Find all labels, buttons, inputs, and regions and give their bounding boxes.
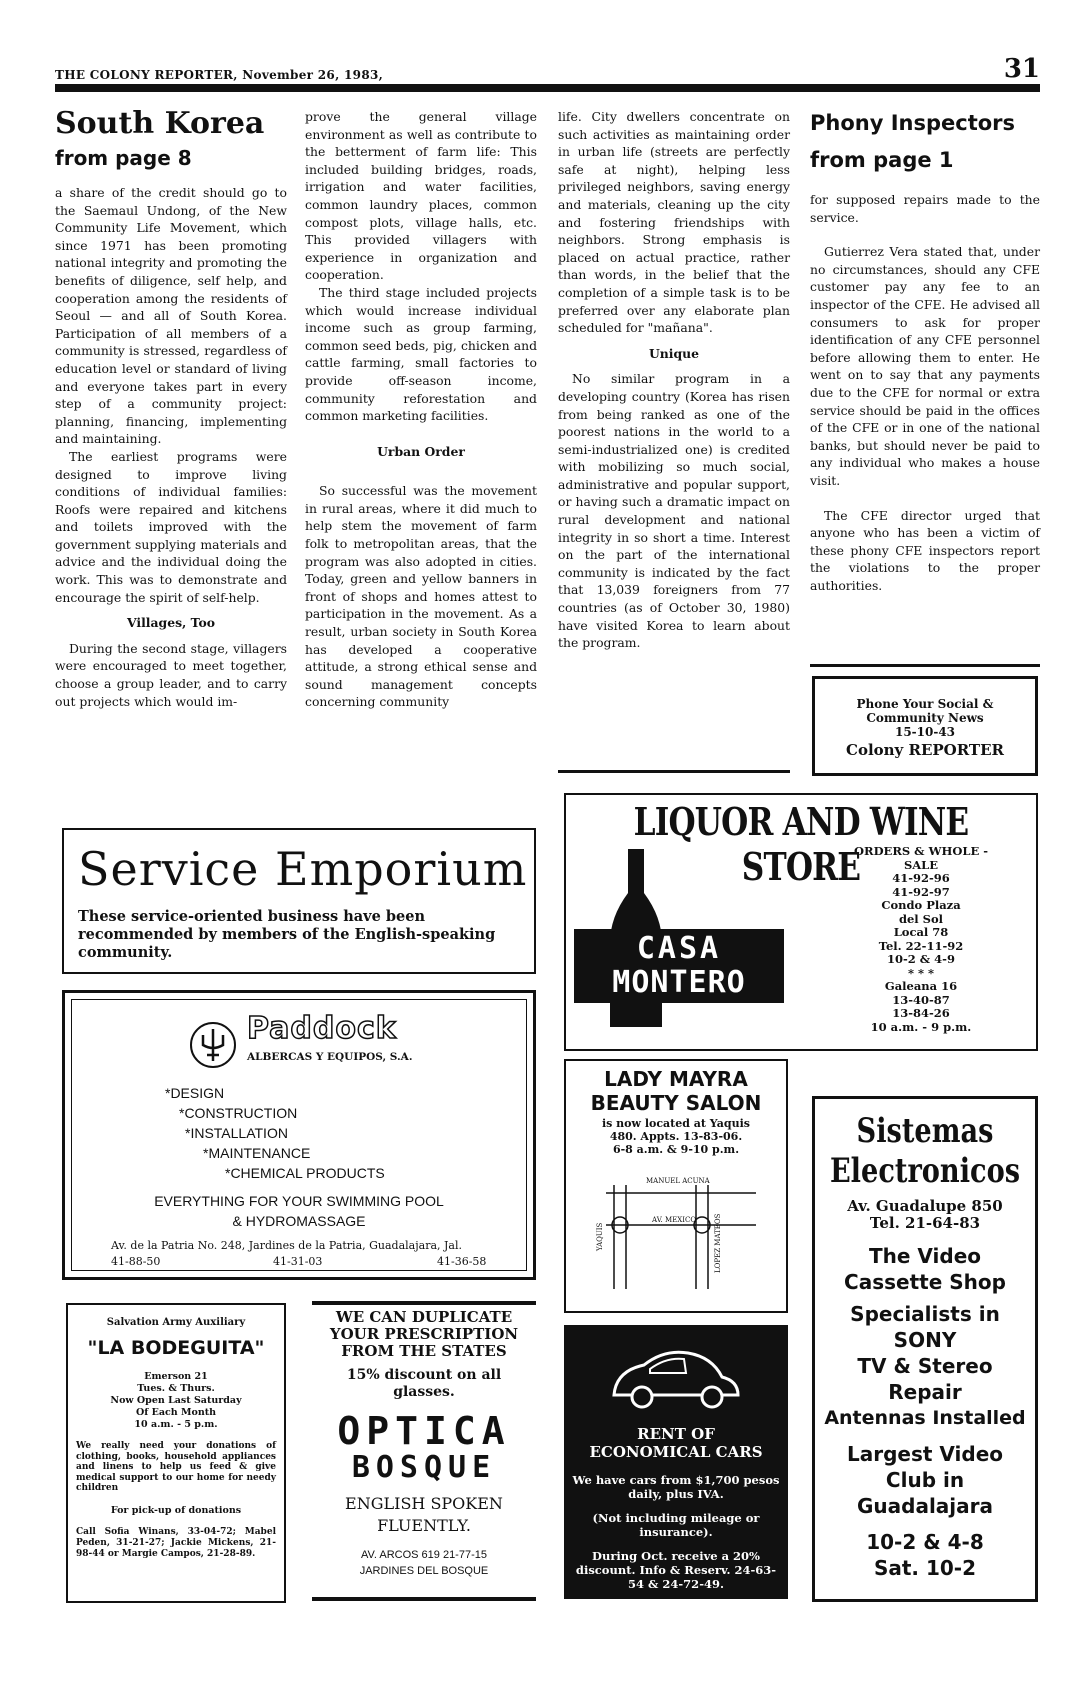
south-korea-column-2	[305, 108, 537, 711]
phony-title: Phony Inspectors	[810, 111, 1016, 135]
liquor-title: LIQUOR AND WINE STORE	[633, 799, 969, 889]
map-label: YAQUIS	[596, 1222, 604, 1251]
bodeguita-line: Tues. & Thurs.	[137, 1383, 215, 1394]
phone-news-box	[812, 676, 1038, 776]
lady-mayra-ad	[564, 1059, 788, 1313]
liquor-line: 41-92-97	[892, 884, 950, 899]
phony-subtitle: from page 1	[810, 148, 954, 172]
bosque-brand: BOSQUE	[351, 1450, 497, 1485]
optica-headline-line: FROM THE STATES	[341, 1342, 507, 1360]
paddock-tagline-line: EVERYTHING FOR YOUR SWIMMING POOL	[154, 1193, 444, 1209]
bodeguita-line: Of Each Month	[135, 1407, 217, 1418]
article-paragraph: life. City dwellers concentrate on such activities as maintaining order in urban life (streets are perfectly safe at night), helping less privileged neighbors, saving energy and materials, cleaning up the city and fostering friendships with neighbors. Strong emphasis is placed on actual practice, rather than words, in the belief that the completion of a simple task is to be preferred over any elaborate plan scheduled for "mañana".	[558, 109, 790, 336]
liquor-line: SALE	[903, 857, 939, 872]
optica-headline-line: YOUR PRESCRIPTION	[329, 1325, 519, 1343]
sistemas-line: 10-2 & 4-8	[866, 1530, 984, 1554]
subhead-unique: Unique	[648, 345, 700, 361]
lady-mayra-line: 6-8 a.m. & 9-10 p.m.	[612, 1143, 740, 1156]
paddock-phone: 41-36-58	[437, 1255, 487, 1268]
article-paragraph: So successful was the movement in rural areas, where it did much to help stem the movement of farm folk to metropolitan areas, that the program was also adopted in cities. Today, green and yellow banners in front of shops and homes attest to participation in the movement. As a result, urban society in South Korea has developed a cooperative attitude, a strong ethical sense and sound management concepts concerning community	[305, 483, 537, 710]
paddock-phone: 41-31-03	[273, 1255, 323, 1268]
south-korea-header	[55, 106, 280, 174]
liquor-line: 10-2 & 4-9	[887, 952, 955, 966]
liquor-line: del Sol	[898, 911, 944, 926]
sistemas-services	[809, 1243, 1041, 1581]
bodeguita-pickup: For pick-up of donations	[110, 1505, 242, 1516]
optica-english-line: FLUENTLY.	[377, 1516, 471, 1535]
cars-price: We have cars from $1,700 pesos daily, plus IVA.	[572, 1473, 780, 1501]
paddock-services	[165, 1083, 385, 1183]
sistemas-line: SONY	[893, 1328, 957, 1352]
masthead-rule	[55, 84, 1040, 92]
cars-title-line: ECONOMICAL CARS	[589, 1443, 763, 1461]
sistemas-tel: Tel. 21-64-83	[869, 1214, 981, 1232]
optica-address-line: JARDINES DEL BOSQUE	[359, 1565, 489, 1577]
liquor-line: Tel. 22-11-92	[878, 938, 964, 953]
paddock-brand: Paddock	[247, 1011, 397, 1046]
liquor-store-ad	[564, 793, 1038, 1051]
sistemas-line: Specialists in	[850, 1302, 1000, 1326]
bodeguita-name: "LA BODEGUITA"	[87, 1337, 265, 1359]
bodeguita-line: 10 a.m. - 5 p.m.	[134, 1419, 218, 1430]
cars-discount: During Oct. receive a 20% discount. Info & Reserv. 24-63-54 & 24-72-49.	[575, 1549, 777, 1591]
paddock-service: *DESIGN	[165, 1085, 225, 1101]
electronicos-title: Electronicos	[829, 1151, 1021, 1191]
masthead	[55, 54, 1040, 84]
article-paragraph: The earliest programs were designed to improve living conditions of individual families: Roofs were repaired and kitchens and toilets improved with the government supplying materials and advice and the individual doing the work. This was to demonstrate and encourage the spirit of self-help.	[55, 448, 287, 605]
car-icon	[604, 1343, 748, 1413]
optica-address-line: AV. ARCOS 619 21-77-15	[361, 1549, 487, 1561]
south-korea-column-1	[55, 184, 287, 710]
article-paragraph: Gutierrez Vera stated that, under no circumstances, should any CFE customer pay any fee to an inspector of the CFE. He advised all consumers to ask for proper identification of any CFE personnel before allowing them to enter. He went on to say that any payments due to the CFE for normal or extra service should be paid in the offices of the CFE or in one of the national banks, but should never be paid to any individual who makes a house visit.	[810, 244, 1040, 488]
liquor-line: Local 78	[893, 925, 949, 939]
phone-number: 15-10-43	[894, 725, 956, 739]
optica-english-line: ENGLISH SPOKEN	[345, 1494, 503, 1513]
column-rule	[558, 770, 790, 773]
cars-note: (Not including mileage or insurance).	[592, 1511, 760, 1539]
lady-mayra-title: LADY MAYRA	[604, 1067, 748, 1091]
sistemas-line: Club in	[885, 1468, 965, 1492]
service-emporium-box	[62, 828, 536, 974]
trident-logo-icon	[189, 1021, 237, 1069]
article-paragraph: No similar program in a developing country (Korea has risen from being ranked as one of the poorest nations in the world to a semi-industrialized one) is credited with mobilizing so much social, administrative and popular support, or having such a dramatic impact on rural development and national integrity in so short a time. Interest on the part of the international community is indicated by the fact that 13,039 foreigners from 77 countries (as of October 30, 1980) have visited Korea to learn about the program.	[558, 371, 790, 651]
rent-cars-ad	[564, 1325, 788, 1599]
optica-headline-line: WE CAN DUPLICATE	[335, 1308, 513, 1326]
sistemas-line: The Video	[868, 1244, 981, 1268]
subhead-urban-order: Urban Order	[377, 443, 465, 459]
casa-montero-logo	[574, 929, 784, 1003]
sistemas-address: Av. Guadalupe 850	[847, 1197, 1003, 1215]
paddock-service: *INSTALLATION	[185, 1125, 288, 1141]
phony-header	[810, 108, 1040, 182]
article-paragraph: prove the general village environment as well as contribute to the betterment of farm life: This included building bridges, roads, irrigation and water facilities, common laundry places, common compost plots, village halls, etc. This provided villagers with experience in organization and cooperation.	[305, 109, 537, 283]
paddock-ad	[62, 990, 536, 1280]
article-paragraph: a share of the credit should go to the Saemaul Undong, of the New Community Life Movement, which since 1971 has been promoting national integrity and promoting the benefits of diligence, self help, and cooperation among the residents of Seoul — and all of South Korea. Participation of all members of a community is stressed, regardless of education level or standard of living and everyone takes part in every step of a community project: planning, financing, implementing and maintaining.	[55, 185, 287, 447]
optica-top-rule	[312, 1301, 536, 1305]
bodeguita-org: Salvation Army Auxiliary	[106, 1317, 246, 1328]
liquor-line: Galeana 16	[884, 979, 958, 993]
phone-publisher: Colony REPORTER	[846, 741, 1004, 759]
bodeguita-contacts: Call Sofia Winans, 33-04-72; Mabel Peden, 31-21-27; Jackie Mickens, 21-98-44 or Margie Campos, 21-28-89.	[76, 1527, 276, 1559]
article-paragraph: During the second stage, villagers were encouraged to meet together, choose a group leader, and to carry out projects which would im-	[55, 640, 287, 709]
paddock-tagline	[65, 1191, 533, 1231]
phony-column	[810, 191, 1040, 594]
optica-english	[312, 1493, 536, 1537]
sistemas-line: Antennas Installed	[824, 1407, 1026, 1429]
article-paragraph: The CFE director urged that anyone who has been a victim of these phony CFE inspectors report the violations to the proper authorities.	[810, 507, 1040, 593]
map-label: MANUEL ACUNA	[646, 1177, 710, 1185]
montero-text: MONTERO	[612, 965, 746, 1000]
sistemas-line: Sat. 10-2	[873, 1556, 977, 1580]
liquor-line: ORDERS & WHOLE -	[854, 844, 988, 858]
sistemas-title: Sistemas	[856, 1111, 994, 1151]
south-korea-subtitle: from page 8	[55, 146, 192, 170]
paddock-service: *CHEMICAL PRODUCTS	[225, 1165, 385, 1181]
map-label: LOPEZ MATEOS	[714, 1213, 722, 1273]
lady-mayra-details	[566, 1117, 786, 1156]
bodeguita-appeal: We really need your donations of clothing, books, household appliances and linens to help us feed & give medical support to our home for needy children	[76, 1441, 276, 1493]
liquor-line: 41-92-96	[892, 871, 950, 885]
liquor-details	[816, 845, 1026, 1034]
optica-logo	[322, 1411, 526, 1487]
subhead-villages: Villages, Too	[126, 615, 216, 631]
article-paragraph: for supposed repairs made to the service.	[810, 192, 1040, 225]
optica-bosque-ad	[312, 1301, 536, 1607]
page-number: 31	[1003, 54, 1040, 84]
paddock-service: *CONSTRUCTION	[179, 1105, 298, 1121]
optica-brand: OPTICA	[337, 1409, 511, 1453]
cars-title	[564, 1425, 788, 1461]
optica-address	[312, 1547, 536, 1579]
phone-line: Community News	[866, 711, 984, 725]
optica-bottom-rule	[312, 1597, 536, 1601]
sistemas-line: Repair	[888, 1380, 962, 1404]
paddock-service: *MAINTENANCE	[203, 1145, 311, 1161]
la-bodeguita-ad	[66, 1303, 286, 1603]
article-paragraph: The third stage included projects which would increase individual income such as group farming, common seed beds, pig, chicken and cattle farming, small factories to provide off-season income, community reforestation and common marketing facilities.	[305, 284, 537, 424]
map-label: AV. MEXICO	[652, 1216, 697, 1224]
liquor-line: 10 a.m. - 9 p.m.	[870, 1019, 972, 1034]
bodeguita-line: Emerson 21	[144, 1371, 208, 1382]
phone-line: Phone Your Social &	[856, 697, 994, 711]
lady-mayra-line: 480. Appts. 13-83-06.	[609, 1130, 743, 1143]
service-emporium-title: Service Emporium	[78, 842, 528, 896]
liquor-line: 13-40-87	[892, 992, 950, 1007]
sistemas-line: Guadalajara	[856, 1494, 994, 1518]
south-korea-title: South Korea	[55, 106, 265, 141]
lady-mayra-line: is now located at Yaquis	[601, 1117, 750, 1130]
column-rule	[810, 664, 1040, 667]
optica-headline	[312, 1309, 536, 1360]
liquor-line: 13-84-26	[892, 1006, 950, 1020]
liquor-line: Condo Plaza	[881, 898, 961, 912]
service-emporium-text: These service-oriented business have been recommended by members of the English-speaking community.	[78, 908, 496, 961]
beauty-salon-title: BEAUTY SALON	[590, 1091, 762, 1115]
optica-discount: 15% discount on all glasses.	[346, 1367, 502, 1400]
sistemas-line: Cassette Shop	[844, 1270, 1006, 1294]
liquor-line: * * *	[907, 965, 935, 980]
sistemas-line: TV & Stereo	[857, 1354, 993, 1378]
paddock-phone: 41-88-50	[111, 1255, 161, 1268]
sistemas-electronicos-ad	[812, 1096, 1038, 1602]
bodeguita-line: Now Open Last Saturday	[110, 1395, 242, 1406]
south-korea-column-3	[558, 108, 790, 652]
paddock-company: ALBERCAS Y EQUIPOS, S.A.	[247, 1051, 413, 1063]
masthead-title: THE COLONY REPORTER, November 26, 1983,	[55, 68, 384, 82]
cars-title-line: RENT OF	[637, 1425, 715, 1443]
casa-text: CASA	[636, 931, 722, 966]
bodeguita-hours	[68, 1371, 284, 1431]
sistemas-line: Largest Video	[846, 1442, 1003, 1466]
paddock-address: Av. de la Patria No. 248, Jardines de la Patria, Guadalajara, Jal.	[111, 1239, 462, 1252]
paddock-tagline-line: & HYDROMASSAGE	[232, 1213, 366, 1229]
